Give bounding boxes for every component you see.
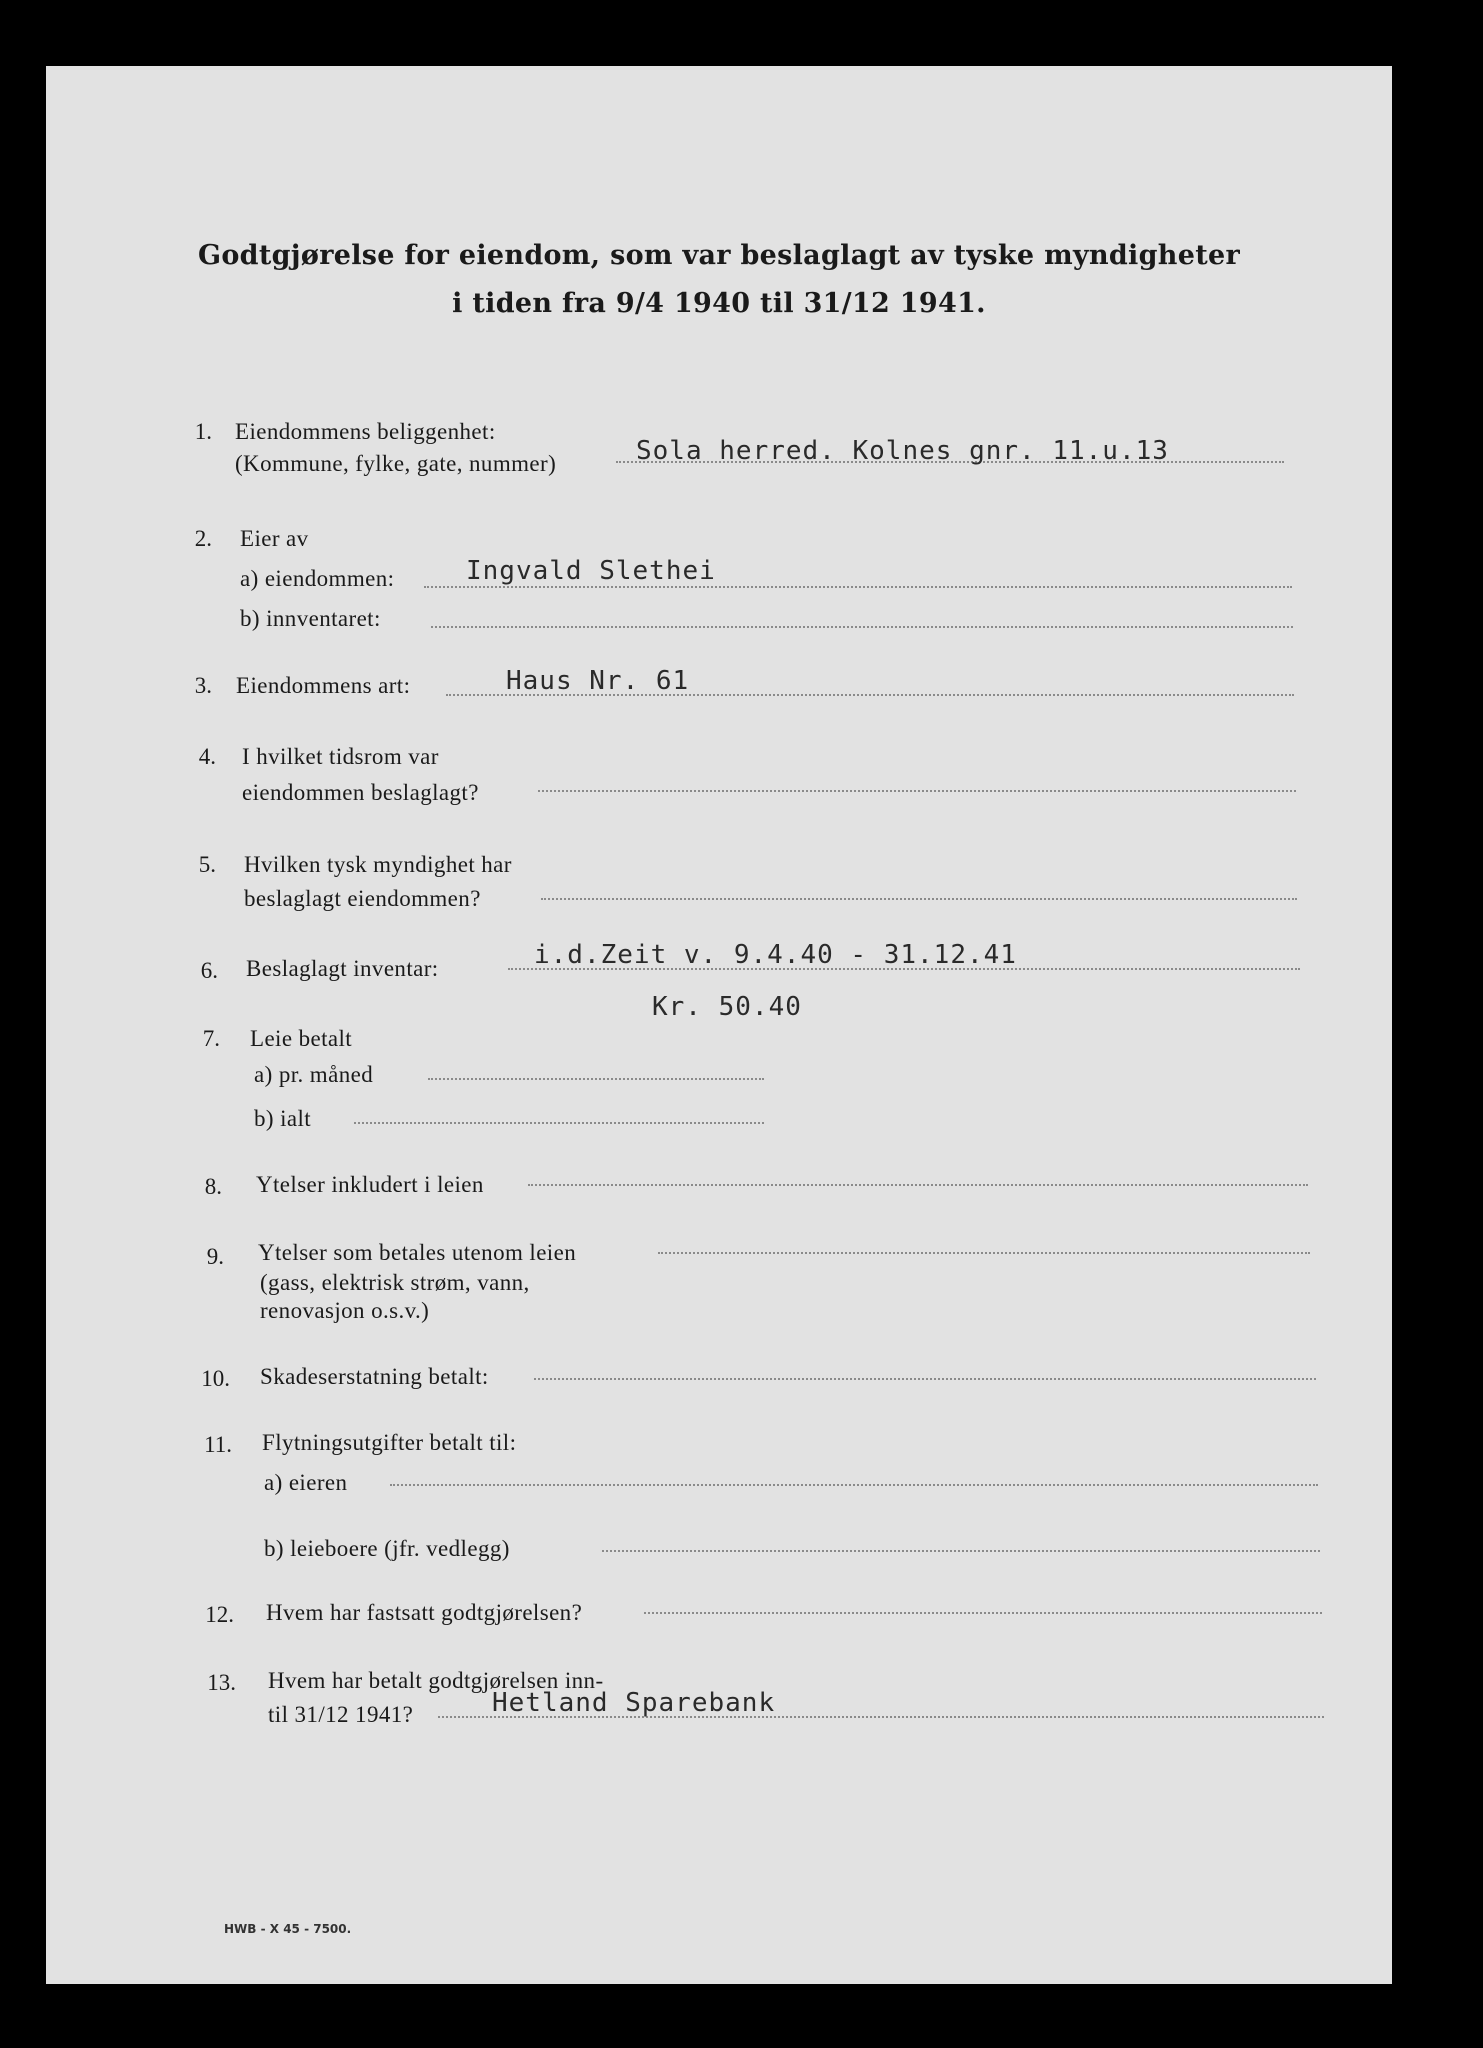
item-label: b) leieboere (jfr. vedlegg) [264, 1536, 510, 1561]
typed-value: Haus Nr. 61 [506, 666, 690, 696]
item-label: Leie betalt [250, 1026, 353, 1051]
item-label: Eiendommens art: [236, 673, 411, 698]
item-label: (Kommune, fylke, gate, nummer) [235, 451, 557, 476]
typed-value: Hetland Sparebank [492, 1688, 776, 1718]
form-title: Godtgjørelse for eiendom, som var beslaglagt av tyske myndigheter [198, 240, 1240, 271]
item-number: 1. [194, 419, 212, 444]
item-number: 10. [201, 1366, 230, 1391]
fill-line [658, 1252, 1310, 1254]
fill-line [424, 586, 1292, 588]
typed-value: i.d.Zeit v. 9.4.40 - 31.12.41 [534, 940, 1017, 970]
item-label: Beslaglagt inventar: [246, 956, 439, 981]
item-number: 5. [198, 852, 216, 877]
item-label: Hvilken tysk myndighet har [244, 852, 512, 877]
item-label: b) innventaret: [240, 606, 381, 631]
fill-line [541, 898, 1297, 900]
item-label: b) ialt [254, 1106, 312, 1131]
typed-value: Sola herred. Kolnes gnr. 11.u.13 [636, 436, 1169, 466]
fill-line [644, 1612, 1322, 1614]
item-number: 9. [206, 1244, 224, 1269]
item-label: Ytelser inkludert i leien [256, 1172, 484, 1197]
item-label: a) eiendommen: [240, 566, 395, 591]
item-number: 7. [202, 1026, 220, 1051]
item-number: 8. [204, 1174, 222, 1199]
item-label: Ytelser som betales utenom leien [258, 1240, 577, 1265]
fill-line [534, 1378, 1316, 1380]
item-label: beslaglagt eiendommen? [244, 886, 481, 911]
typed-value: Ingvald Slethei [466, 556, 716, 586]
item-number: 3. [194, 673, 212, 698]
fill-line [528, 1184, 1308, 1186]
item-number: 6. [200, 958, 218, 983]
item-label: Skadeserstatning betalt: [260, 1364, 489, 1389]
form-subtitle: i tiden fra 9/4 1940 til 31/12 1941. [452, 288, 986, 319]
item-label: Flytningsutgifter betalt til: [262, 1430, 517, 1455]
item-label: Eiendommens beliggenhet: [235, 419, 496, 444]
item-label: Eier av [240, 526, 309, 551]
item-label: renovasjon o.s.v.) [260, 1298, 430, 1323]
item-label: Hvem har betalt godtgjørelsen inn- [268, 1668, 604, 1693]
item-label: eiendommen beslaglagt? [242, 780, 479, 805]
typed-value: Kr. 50.40 [652, 992, 802, 1022]
fill-line [431, 626, 1293, 628]
item-label: til 31/12 1941? [268, 1702, 414, 1727]
item-number: 12. [205, 1602, 234, 1627]
fill-line [602, 1550, 1320, 1552]
item-number: 11. [204, 1432, 232, 1457]
item-label: (gass, elektrisk strøm, vann, [260, 1270, 530, 1295]
form-sheet [46, 66, 1392, 1984]
fill-line [354, 1122, 764, 1124]
item-label: a) pr. måned [254, 1062, 374, 1087]
item-number: 2. [194, 526, 212, 551]
item-label: a) eieren [264, 1470, 348, 1495]
fill-line [428, 1078, 764, 1080]
item-label: Hvem har fastsatt godtgjørelsen? [266, 1600, 583, 1625]
item-label: I hvilket tidsrom var [242, 744, 439, 769]
item-number: 13. [207, 1670, 236, 1695]
fill-line [538, 790, 1296, 792]
item-number: 4. [198, 744, 216, 769]
fill-line [390, 1484, 1318, 1486]
form-footer-code: HWB - X 45 - 7500. [224, 1922, 352, 1936]
